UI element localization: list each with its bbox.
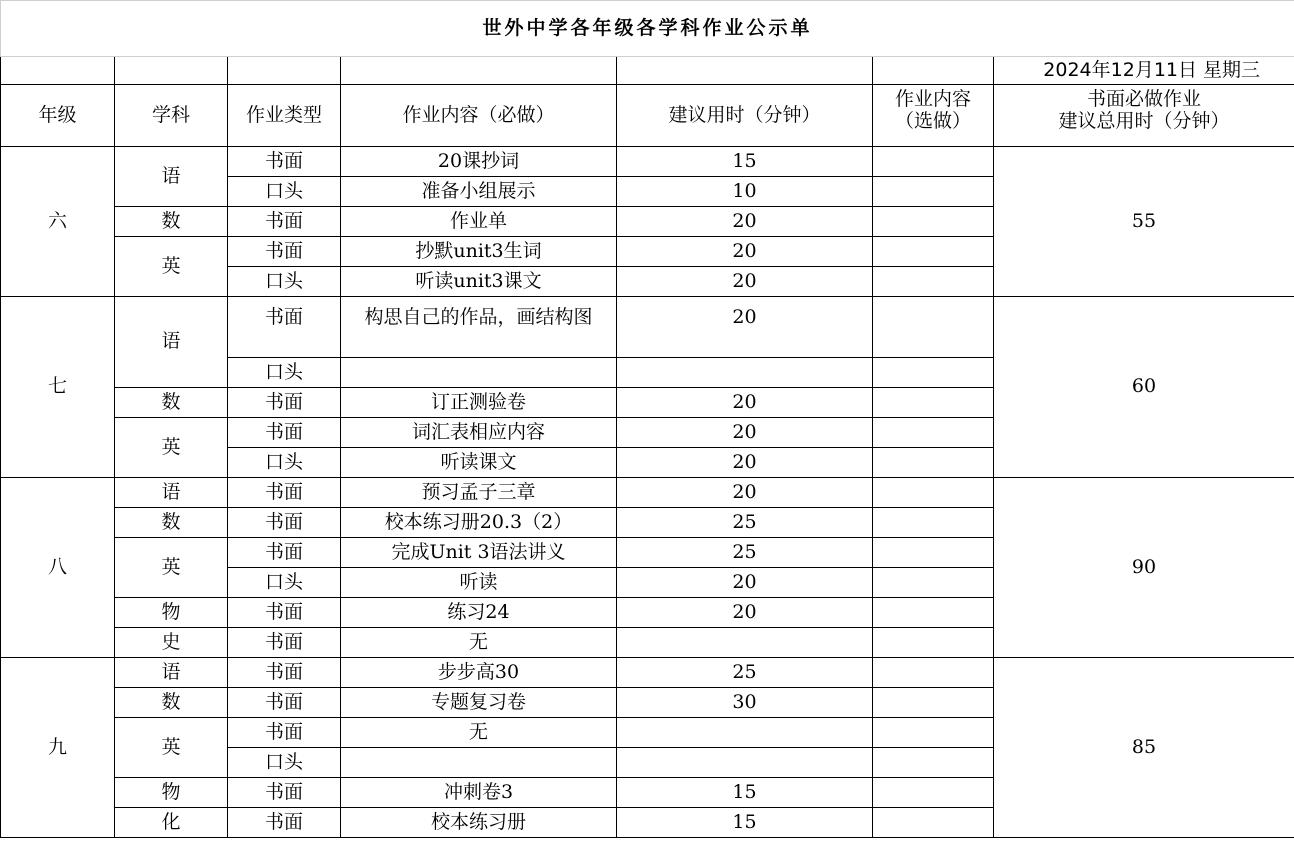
total-time-cell: 85 <box>994 658 1294 838</box>
optional-content-cell <box>873 418 994 448</box>
grade-cell: 八 <box>1 478 115 658</box>
type-cell: 口头 <box>228 748 341 778</box>
content-cell: 作业单 <box>341 207 617 237</box>
optional-content-cell <box>873 628 994 658</box>
subject-cell: 化 <box>115 808 228 838</box>
header-total-time-line2: 建议总用时（分钟） <box>1058 109 1230 132</box>
optional-content-cell <box>873 718 994 748</box>
subject-cell: 数 <box>115 508 228 538</box>
optional-content-cell <box>873 538 994 568</box>
header-row <box>1 85 1294 147</box>
time-cell: 25 <box>617 538 873 568</box>
subject-cell: 英 <box>115 718 228 778</box>
content-cell: 听读 <box>341 568 617 598</box>
type-cell: 书面 <box>228 207 341 237</box>
optional-content-cell <box>873 388 994 418</box>
type-cell: 书面 <box>228 388 341 418</box>
type-cell: 书面 <box>228 658 341 688</box>
subject-cell: 史 <box>115 628 228 658</box>
type-cell: 书面 <box>228 297 341 358</box>
content-cell: 听读课文 <box>341 448 617 478</box>
subject-cell: 语 <box>115 147 228 207</box>
content-cell: 校本练习册20.3（2） <box>341 508 617 538</box>
optional-content-cell <box>873 267 994 297</box>
grade-cell: 六 <box>1 147 115 297</box>
date-row <box>1 57 1294 85</box>
empty-cell <box>1 57 115 85</box>
subject-cell: 英 <box>115 237 228 297</box>
type-cell: 口头 <box>228 358 341 388</box>
subject-cell: 数 <box>115 688 228 718</box>
optional-content-cell <box>873 297 994 358</box>
total-time-cell: 55 <box>994 147 1294 297</box>
type-cell: 口头 <box>228 267 341 297</box>
table-row <box>1 147 1294 177</box>
subject-cell: 数 <box>115 388 228 418</box>
type-cell: 书面 <box>228 778 341 808</box>
time-cell: 20 <box>617 297 873 358</box>
empty-cell <box>115 57 228 85</box>
subject-cell: 数 <box>115 207 228 237</box>
type-cell: 书面 <box>228 808 341 838</box>
content-cell: 订正测验卷 <box>341 388 617 418</box>
table-row <box>1 478 1294 508</box>
time-cell: 30 <box>617 688 873 718</box>
header-content-required: 作业内容（必做） <box>341 85 617 147</box>
header-suggested-time: 建议用时（分钟） <box>617 85 873 147</box>
optional-content-cell <box>873 598 994 628</box>
type-cell: 书面 <box>228 147 341 177</box>
type-cell: 口头 <box>228 177 341 207</box>
subject-cell: 英 <box>115 538 228 598</box>
empty-cell <box>228 57 341 85</box>
content-cell <box>341 748 617 778</box>
type-cell: 书面 <box>228 688 341 718</box>
time-cell: 20 <box>617 388 873 418</box>
type-cell: 书面 <box>228 538 341 568</box>
content-cell: 专题复习卷 <box>341 688 617 718</box>
time-cell: 20 <box>617 478 873 508</box>
time-cell: 25 <box>617 658 873 688</box>
optional-content-cell <box>873 207 994 237</box>
type-cell: 书面 <box>228 478 341 508</box>
optional-content-cell <box>873 658 994 688</box>
optional-content-cell <box>873 358 994 388</box>
type-cell: 书面 <box>228 628 341 658</box>
time-cell: 20 <box>617 418 873 448</box>
time-cell: 10 <box>617 177 873 207</box>
header-content-optional-line1: 作业内容 <box>894 88 971 110</box>
page-title: 世外中学各年级各学科作业公示单 <box>1 1 1294 57</box>
type-cell: 书面 <box>228 508 341 538</box>
content-cell: 抄默unit3生词 <box>341 237 617 267</box>
total-time-cell: 60 <box>994 297 1294 478</box>
type-cell: 书面 <box>228 718 341 748</box>
optional-content-cell <box>873 568 994 598</box>
content-cell: 无 <box>341 718 617 748</box>
content-cell: 准备小组展示 <box>341 177 617 207</box>
time-cell <box>617 718 873 748</box>
title-row <box>1 1 1294 57</box>
optional-content-cell <box>873 177 994 207</box>
type-cell: 口头 <box>228 568 341 598</box>
empty-cell <box>617 57 873 85</box>
optional-content-cell <box>873 808 994 838</box>
type-cell: 书面 <box>228 237 341 267</box>
content-cell: 预习孟子三章 <box>341 478 617 508</box>
time-cell: 15 <box>617 808 873 838</box>
time-cell: 20 <box>617 568 873 598</box>
time-cell: 20 <box>617 448 873 478</box>
optional-content-cell <box>873 778 994 808</box>
content-cell: 听读unit3课文 <box>341 267 617 297</box>
grade-cell: 七 <box>1 297 115 478</box>
header-type: 作业类型 <box>228 85 341 147</box>
time-cell: 20 <box>617 267 873 297</box>
content-cell: 20课抄词 <box>341 147 617 177</box>
optional-content-cell <box>873 237 994 267</box>
header-content-optional-line2: （选做） <box>894 109 971 132</box>
grade-cell: 九 <box>1 658 115 838</box>
time-cell: 20 <box>617 598 873 628</box>
content-cell <box>341 358 617 388</box>
time-cell: 15 <box>617 778 873 808</box>
type-cell: 书面 <box>228 418 341 448</box>
subject-cell: 英 <box>115 418 228 478</box>
empty-cell <box>341 57 617 85</box>
content-cell: 练习24 <box>341 598 617 628</box>
time-cell: 15 <box>617 147 873 177</box>
header-total-time-line1: 书面必做作业 <box>1087 88 1202 110</box>
table-row <box>1 297 1294 358</box>
subject-cell: 语 <box>115 658 228 688</box>
optional-content-cell <box>873 448 994 478</box>
header-subject: 学科 <box>115 85 228 147</box>
empty-cell <box>873 57 994 85</box>
optional-content-cell <box>873 688 994 718</box>
content-cell: 完成Unit 3语法讲义 <box>341 538 617 568</box>
optional-content-cell <box>873 147 994 177</box>
time-cell: 20 <box>617 237 873 267</box>
content-cell: 冲刺卷3 <box>341 778 617 808</box>
header-total-time <box>994 85 1294 147</box>
header-content-optional <box>873 85 994 147</box>
date-label: 2024年12月11日 星期三 <box>994 57 1294 85</box>
optional-content-cell <box>873 508 994 538</box>
content-cell: 步步高30 <box>341 658 617 688</box>
time-cell <box>617 358 873 388</box>
type-cell: 书面 <box>228 598 341 628</box>
time-cell <box>617 748 873 778</box>
content-cell: 无 <box>341 628 617 658</box>
table-row <box>1 658 1294 688</box>
type-cell: 口头 <box>228 448 341 478</box>
content-cell: 构思自己的作品，画结构图 <box>341 297 617 358</box>
subject-cell: 语 <box>115 478 228 508</box>
content-cell: 校本练习册 <box>341 808 617 838</box>
content-cell: 词汇表相应内容 <box>341 418 617 448</box>
subject-cell: 物 <box>115 778 228 808</box>
header-grade: 年级 <box>1 85 115 147</box>
optional-content-cell <box>873 478 994 508</box>
time-cell <box>617 628 873 658</box>
subject-cell: 物 <box>115 598 228 628</box>
time-cell: 25 <box>617 508 873 538</box>
optional-content-cell <box>873 748 994 778</box>
time-cell: 20 <box>617 207 873 237</box>
subject-cell: 语 <box>115 297 228 388</box>
total-time-cell: 90 <box>994 478 1294 658</box>
